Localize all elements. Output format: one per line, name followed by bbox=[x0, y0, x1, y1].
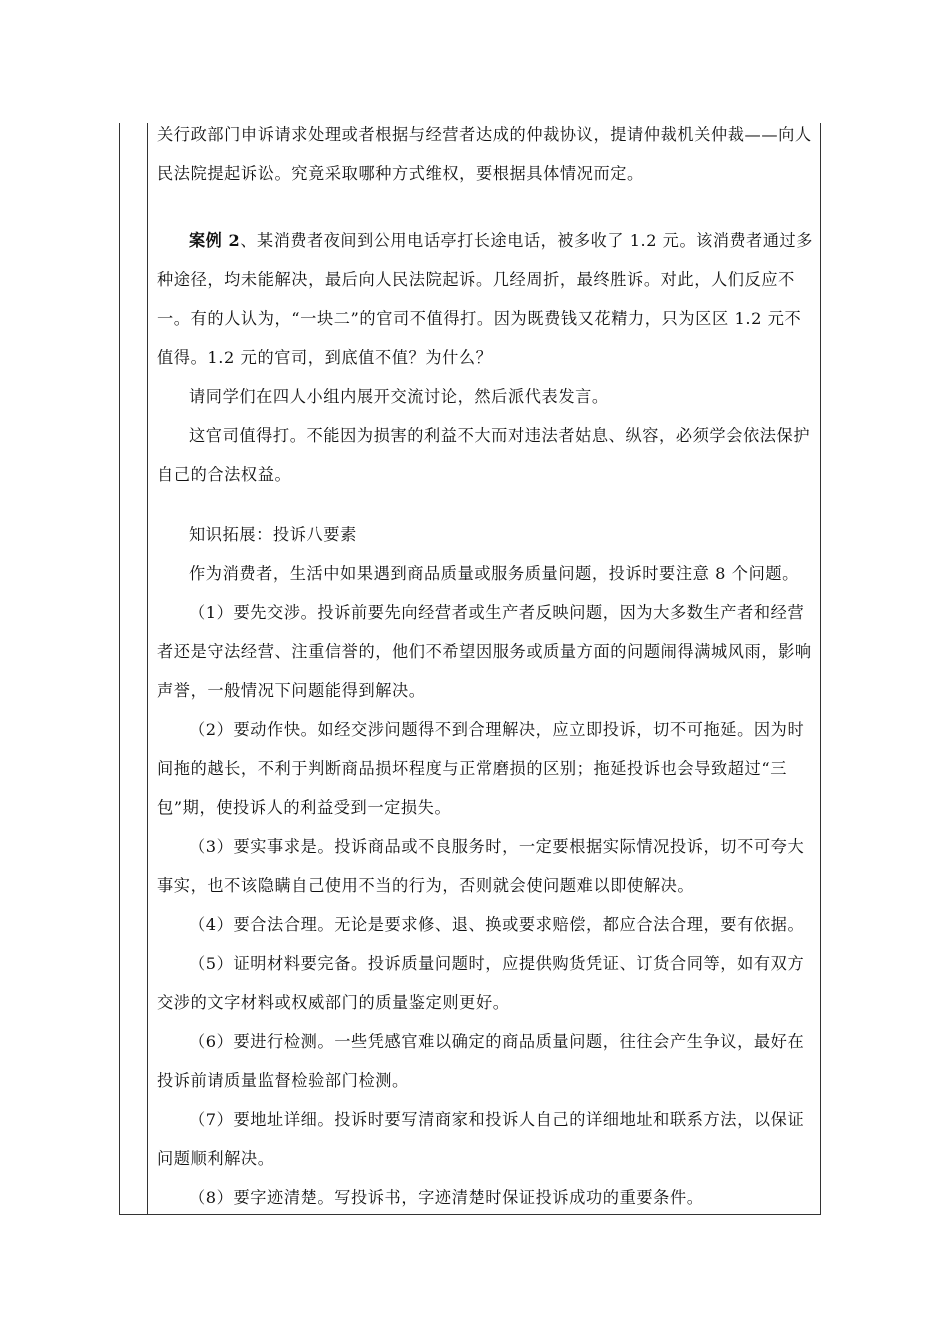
case2-line: 种途径，均未能解决，最后向人民法院起诉。几经周折，最终胜诉。对此，人们反应不 bbox=[157, 270, 795, 289]
list-item: （2）要动作快。如经交涉问题得不到合理解决，应立即投诉，切不可拖延。因为时 bbox=[189, 720, 805, 739]
knowledge-title: 知识拓展：投诉八要素 bbox=[189, 525, 357, 544]
list-item-line: 者还是守法经营、注重信誉的，他们不希望因服务或质量方面的问题闹得满城风雨，影响 bbox=[157, 642, 812, 661]
answer-line: 这官司值得打。不能因为损害的利益不大而对违法者姑息、纵容，必须学会依法保护 bbox=[189, 426, 811, 445]
case2-line: 一。有的人认为，“一块二”的官司不值得打。因为既费钱又花精力，只为区区 1.2 元不 bbox=[157, 309, 802, 328]
list-item-line: 问题顺利解决。 bbox=[157, 1149, 275, 1168]
list-item: （3）要实事求是。投诉商品或不良服务时，一定要根据实际情况投诉，切不可夸大 bbox=[189, 837, 805, 856]
list-item-line: 间拖的越长，不利于判断商品损坏程度与正常磨损的区别；拖延投诉也会导致超过“三 bbox=[157, 759, 788, 778]
paragraph-line: 民法院提起诉讼。究竟采取哪种方式维权，要根据具体情况而定。 bbox=[157, 164, 644, 183]
list-item: （8）要字迹清楚。写投诉书，字迹清楚时保证投诉成功的重要条件。 bbox=[189, 1188, 704, 1207]
list-item: （7）要地址详细。投诉时要写清商家和投诉人自己的详细地址和联系方法，以保证 bbox=[189, 1110, 805, 1129]
case2-text: 、某消费者夜间到公用电话亭打长途电话，被多收了 1.2 元。该消费者通过多 bbox=[240, 231, 813, 250]
case2-line bbox=[189, 231, 813, 251]
paragraph-line: 关行政部门申诉请求处理或者根据与经营者达成的仲裁协议，提请仲裁机关仲裁——向人 bbox=[157, 125, 812, 144]
list-item-line: 交涉的文字材料或权威部门的质量鉴定则更好。 bbox=[157, 993, 510, 1012]
list-item-line: 事实，也不该隐瞒自己使用不当的行为，否则就会使问题难以即使解决。 bbox=[157, 876, 695, 895]
list-item-line: 包”期，使投诉人的利益受到一定损失。 bbox=[157, 798, 452, 817]
case2-label: 案例 2 bbox=[189, 231, 241, 250]
content-table bbox=[119, 123, 821, 1215]
case2-line: 值得。1.2 元的官司，到底值不值？为什么？ bbox=[157, 348, 493, 367]
list-item-line: 投诉前请质量监督检验部门检测。 bbox=[157, 1071, 409, 1090]
knowledge-intro: 作为消费者，生活中如果遇到商品质量或服务质量问题，投诉时要注意 8 个问题。 bbox=[189, 564, 799, 583]
list-item: （4）要合法合理。无论是要求修、退、换或要求赔偿，都应合法合理，要有依据。 bbox=[189, 915, 805, 934]
list-item-line: 声誉，一般情况下问题能得到解决。 bbox=[157, 681, 426, 700]
list-item: （5）证明材料要完备。投诉质量问题时，应提供购货凭证、订货合同等，如有双方 bbox=[189, 954, 805, 973]
list-item: （1）要先交涉。投诉前要先向经营者或生产者反映问题，因为大多数生产者和经营 bbox=[189, 603, 805, 622]
answer-line: 自己的合法权益。 bbox=[157, 465, 292, 484]
discussion-prompt: 请同学们在四人小组内展开交流讨论，然后派代表发言。 bbox=[189, 387, 609, 406]
list-item: （6）要进行检测。一些凭感官难以确定的商品质量问题，往往会产生争议，最好在 bbox=[189, 1032, 805, 1051]
column-divider bbox=[147, 123, 148, 1214]
